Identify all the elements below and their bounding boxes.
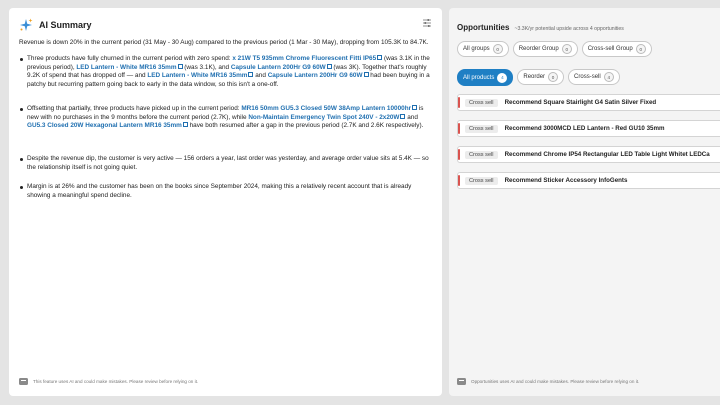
chip-label: Cross-sell [574,74,601,80]
text: Three products have fully churned in the current period with zero spend: [27,55,233,63]
text: and [253,72,268,80]
chip-label: Reorder [523,74,546,80]
group-chip-reorder[interactable] [513,41,578,57]
opportunity-type-tag: Cross sell [465,177,498,185]
chip-count: 4 [604,72,614,82]
opportunity-card[interactable] [457,172,720,189]
filter-chip-all-products[interactable] [457,69,513,86]
ai-disclaimer-text: This feature uses AI and could make mistakes. Please review before relying on it. [33,379,199,384]
opportunity-card[interactable] [457,120,720,137]
text: (was 3K). Together that's roughly 9.2K of spend that has dropped off — and [27,63,427,80]
summary-bullet-churn [19,55,435,105]
opportunity-type-tag: Cross sell [465,151,498,159]
sliders-icon[interactable] [422,18,432,28]
opportunity-type-tag: Cross sell [465,125,498,133]
product-link[interactable]: Non-Maintain Emergency Twin Spot 240V - 2x20W [248,113,400,121]
product-link[interactable]: LED Lantern - White MR16 35mm [147,72,248,80]
ai-summary-header [19,18,92,32]
text: and [405,113,418,121]
chip-count: 0 [493,44,503,54]
opportunity-accent-bar [458,97,460,108]
text: Offsetting that partially, three products have picked up in the current period: [27,105,242,113]
chip-label: Cross-sell Group [587,46,633,52]
opportunities-title: Opportunities [457,23,510,32]
opportunity-list [457,94,720,198]
filter-chip-cross-sell[interactable] [568,69,620,85]
chip-count: 4 [497,73,507,83]
product-filter-row [457,69,620,86]
opportunity-title: Recommend 3000MCD LED Lantern - Red GU10 35mm [504,125,665,132]
chip-count: 0 [562,44,572,54]
filter-chip-reorder[interactable] [517,69,564,85]
group-filter-row [457,41,652,57]
opportunities-disclaimer [457,378,639,385]
chip-label: All products [463,74,495,81]
opportunities-panel [449,8,720,396]
opportunities-subtitle: ~3.3K/yr potential upside across 4 opportunities [514,26,624,32]
opportunity-card[interactable] [457,94,720,111]
ai-summary-title: AI Summary [39,20,92,30]
text: is new with no purchases in the 9 months before the current period (2.7K), while [27,105,424,121]
summary-intro: Revenue is down 20% in the current period (31 May - 30 Aug) compared to the previous period (1 Mar - 30 May), dropping from 105.3K to 84.7K. [19,39,429,46]
ai-badge-icon [19,378,28,385]
opportunities-header [457,23,624,32]
opportunities-disclaimer-text: Opportunities uses AI and could make mistakes. Please review before relying on it. [471,379,640,384]
summary-bullet-activity: Despite the revenue dip, the customer is very active — 156 orders a year, last order was yesterday, and average order value sits at 5.4K — so the relationship itself is not going quiet. [19,155,435,183]
text: (was 3.1K), and [182,63,231,71]
product-link[interactable]: MR16 50mm GU5.3 Closed 50W 38Amp Lantern 10000hr [241,105,412,113]
chip-label: All groups [463,46,490,52]
text: (was 3.1K in the previous period), [27,55,430,71]
chip-label: Reorder Group [518,46,559,52]
opportunity-accent-bar [458,175,460,186]
product-link[interactable]: LED Lantern - White MR16 35mm [76,63,177,71]
chip-count: 0 [636,44,646,54]
opportunity-title: Recommend Chrome IP54 Rectangular LED Table Light Whitet LEDCa [504,151,710,158]
opportunity-accent-bar [458,123,460,134]
ai-summary-panel [9,8,442,396]
text: have both resumed after a gap in the previous period (2.7K and 2.6K respectively). [187,122,424,130]
text: had been buying in a patchy but recurring pattern going back to early in the data window, so this isn't a one-off. [27,72,430,88]
opportunity-accent-bar [458,149,460,160]
product-link[interactable]: Capsule Lantern 200Hr G9 60W [267,72,363,80]
opportunity-title: Recommend Sticker Accessory InfoGents [504,177,628,184]
summary-bullet-margin: Margin is at 26% and the customer has been on the books since September 2024, making this a relatively recent account that is already showing a meaningful spend decline. [19,183,435,200]
sparkle-icon [19,18,33,32]
product-link[interactable]: x 21W T5 935mm Chrome Fluorescent Fitti IP65 [232,55,377,63]
chip-count: 0 [548,72,558,82]
opportunity-title: Recommend Square Stairlight G4 Satin Silver Fixed [504,99,657,106]
summary-bullet-pickup [19,105,435,155]
opportunity-card[interactable] [457,146,720,163]
group-chip-all[interactable] [457,41,509,57]
group-chip-cross-sell[interactable] [582,41,652,57]
ai-badge-icon [457,378,466,385]
product-link[interactable]: GU5.3 Closed 20W Hexagonal Lantern MR16 35mm [27,122,182,130]
ai-disclaimer [19,378,198,385]
product-link[interactable]: Capsule Lantern 200Hr G9 60W [230,63,326,71]
opportunity-type-tag: Cross sell [465,99,498,107]
ai-summary-content [19,39,435,200]
